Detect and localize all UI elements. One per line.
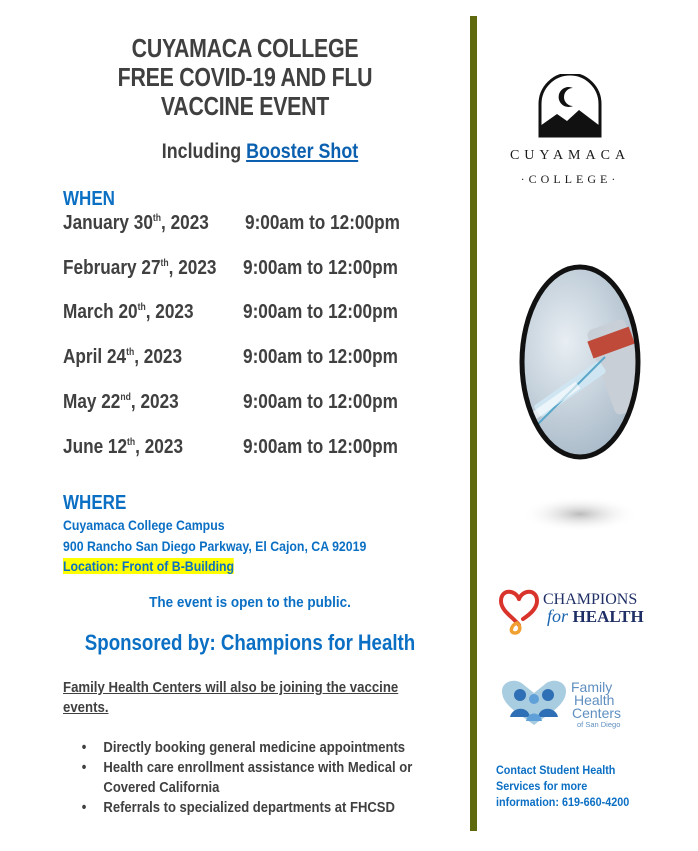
cuyamaca-logo-icon bbox=[537, 74, 603, 138]
vertical-divider bbox=[470, 16, 477, 831]
event-location: Location: Front of B-Building bbox=[63, 558, 235, 574]
date-text: February 27th, 2023 bbox=[63, 257, 217, 279]
date-text: June 12th, 2023 bbox=[63, 436, 184, 458]
event-title bbox=[77, 34, 413, 121]
time-text: 9:00am to 12:00pm bbox=[243, 257, 398, 279]
date-row bbox=[63, 301, 443, 327]
where-heading: WHERE bbox=[63, 492, 127, 514]
subtitle-prefix: Including bbox=[161, 140, 242, 163]
date-row bbox=[63, 212, 443, 238]
date-text: March 20th, 2023 bbox=[63, 301, 194, 323]
champions-logo-text bbox=[543, 592, 644, 625]
fhc-logo-text bbox=[571, 681, 621, 729]
campus-name: Cuyamaca College Campus bbox=[63, 517, 225, 533]
date-text: January 30th, 2023 bbox=[63, 212, 209, 234]
booster-shot-link[interactable]: Booster Shot bbox=[246, 140, 359, 163]
subtitle bbox=[73, 140, 447, 164]
time-text: 9:00am to 12:00pm bbox=[243, 346, 398, 368]
college-subword: ·COLLEGE· bbox=[520, 172, 620, 186]
champions-line-1: CHAMPIONS bbox=[543, 591, 638, 608]
time-text: 9:00am to 12:00pm bbox=[243, 391, 398, 413]
sponsor-line: Sponsored by: Champions for Health bbox=[84, 630, 416, 655]
title-line-1: CUYAMACA COLLEGE bbox=[131, 33, 359, 63]
time-text: 9:00am to 12:00pm bbox=[245, 212, 400, 234]
fhc-line-3: Centers bbox=[572, 705, 622, 721]
list-item: • Referrals to specialized departments at FHCSD bbox=[80, 798, 458, 818]
date-row bbox=[63, 346, 443, 372]
champions-heart-icon bbox=[497, 585, 541, 635]
date-text: April 24th, 2023 bbox=[63, 346, 183, 368]
campus-address: 900 Rancho San Diego Parkway, El Cajon, CA 92019 bbox=[63, 538, 367, 554]
fhc-line-4: of San Diego bbox=[577, 720, 621, 729]
title-line-3: VACCINE EVENT bbox=[160, 91, 330, 121]
title-line-2: FREE COVID-19 AND FLU bbox=[117, 62, 373, 92]
champions-line-2: for HEALTH bbox=[547, 606, 644, 626]
public-note: The event is open to the public. bbox=[149, 594, 351, 611]
contact-info: Contact Student Health Services for more information: 619-660-4200 bbox=[496, 763, 630, 809]
fhc-line-1: Family bbox=[571, 679, 613, 695]
date-row bbox=[63, 391, 443, 417]
date-text: May 22nd, 2023 bbox=[63, 391, 179, 413]
date-row bbox=[63, 257, 443, 283]
list-item: • Directly booking general medicine appointments bbox=[80, 738, 458, 758]
college-wordmark: CUYAMACA bbox=[509, 148, 631, 163]
services-list bbox=[80, 738, 500, 818]
time-text: 9:00am to 12:00pm bbox=[243, 436, 398, 458]
fhc-line-2: Health bbox=[574, 692, 615, 708]
date-row bbox=[63, 436, 443, 462]
fhc-note: Family Health Centers will also be joining the vaccine events. bbox=[63, 679, 399, 716]
list-item: • Health care enrollment assistance with Medical or Covered California bbox=[80, 758, 458, 798]
when-heading: WHEN bbox=[63, 188, 115, 210]
time-text: 9:00am to 12:00pm bbox=[243, 301, 398, 323]
fhc-family-icon bbox=[498, 677, 570, 727]
vaccine-image bbox=[510, 262, 650, 542]
